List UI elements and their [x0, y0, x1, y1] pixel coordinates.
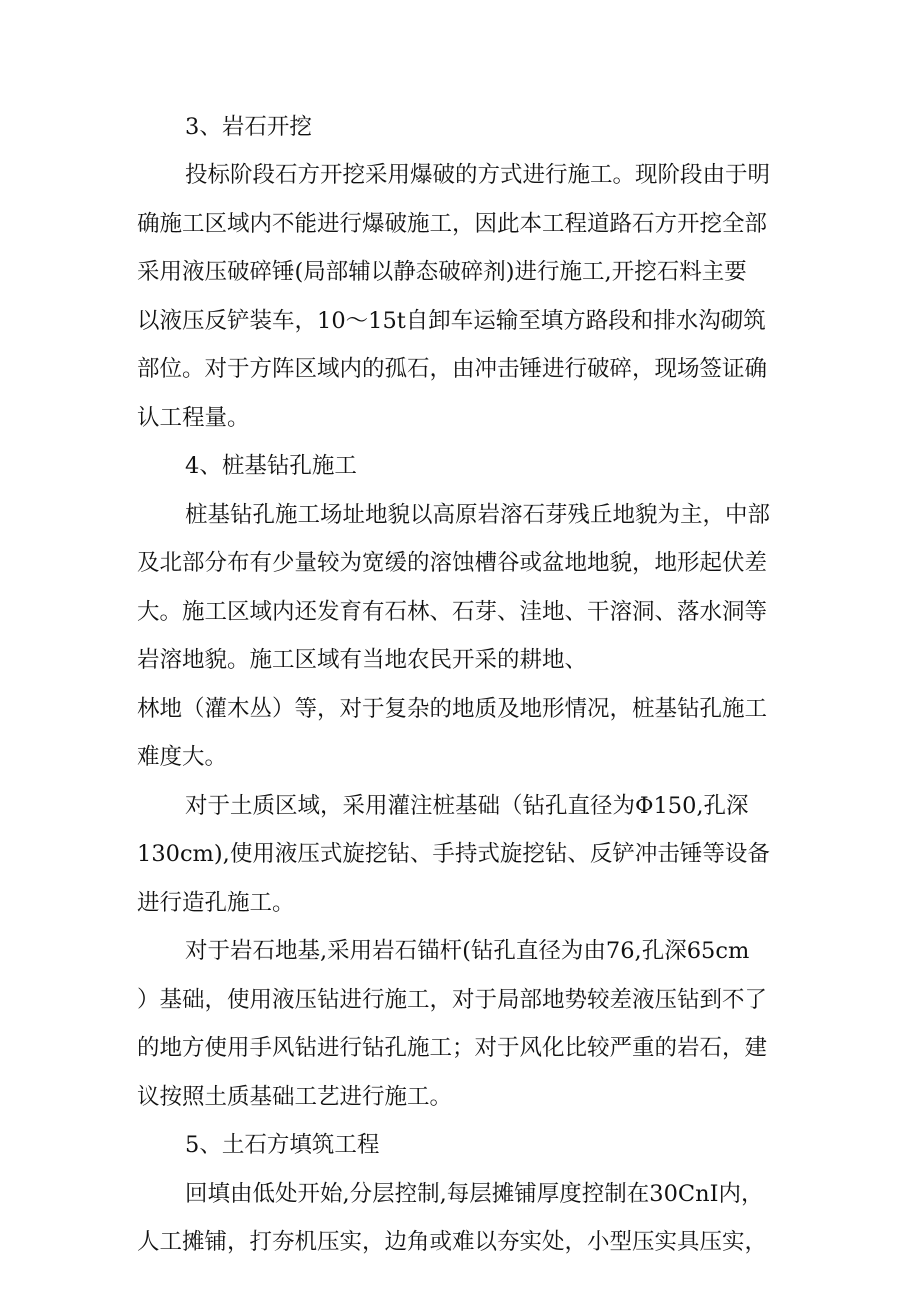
paragraph-line: ）基础，使用液压钻进行施工，对于局部地势较差液压钻到不了 [137, 987, 768, 1013]
paragraph-line: 的地方使用手风钻进行钻孔施工；对于风化比较严重的岩石，建 [137, 1035, 768, 1061]
paragraph-line: 对于岩石地基,采用岩石锚杆(钻孔直径为由76,孔深65cm [185, 938, 750, 964]
paragraph-line: 部位。对于方阵区域内的孤石，由冲击锤进行破碎，现场签证确 [137, 356, 768, 382]
section-3-heading: 3、岩石开挖 [185, 114, 312, 140]
paragraph-line: 议按照土质基础工艺进行施工。 [137, 1084, 453, 1110]
paragraph-line: 难度大。 [137, 744, 228, 770]
paragraph-line: 林地（灌木丛）等，对于复杂的地质及地形情况，桩基钻孔施工 [137, 696, 768, 722]
paragraph-line: 岩溶地貌。施工区域有当地农民开采的耕地、 [137, 647, 588, 673]
paragraph-line: 以液压反铲装车，10～15t自卸车运输至填方路段和排水沟砌筑 [137, 308, 766, 334]
paragraph-line: 130cm),使用液压式旋挖钻、手持式旋挖钻、反铲冲击锤等设备 [137, 841, 770, 867]
paragraph-line: 桩基钻孔施工场址地貌以高原岩溶石芽残丘地貌为主，中部 [185, 502, 771, 528]
paragraph-line: 大。施工区域内还发育有石林、石芽、洼地、干溶洞、落水洞等 [137, 599, 768, 625]
paragraph-line: 对于土质区域，采用灌注桩基础（钻孔直径为Φ150,孔深 [185, 793, 749, 819]
paragraph-line: 人工摊铺，打夯机压实，边角或难以夯实处，小型压实具压实， [137, 1229, 768, 1255]
paragraph-line: 确施工区域内不能进行爆破施工，因此本工程道路石方开挖全部 [137, 211, 768, 237]
paragraph-line: 采用液压破碎锤(局部辅以静态破碎剂)进行施工,开挖石料主要 [137, 259, 747, 285]
paragraph-line: 投标阶段石方开挖采用爆破的方式进行施工。现阶段由于明 [185, 162, 771, 188]
section-5-heading: 5、土石方填筑工程 [185, 1132, 380, 1158]
section-4-heading: 4、桩基钻孔施工 [185, 453, 357, 479]
paragraph-line: 及北部分布有少量较为宽缓的溶蚀槽谷或盆地地貌，地形起伏差 [137, 550, 768, 576]
paragraph-line: 进行造孔施工。 [137, 890, 295, 916]
paragraph-line: 认工程量。 [137, 405, 250, 431]
paragraph-line: 回填由低处开始,分层控制,每层摊铺厚度控制在30CnI内， [185, 1181, 764, 1207]
